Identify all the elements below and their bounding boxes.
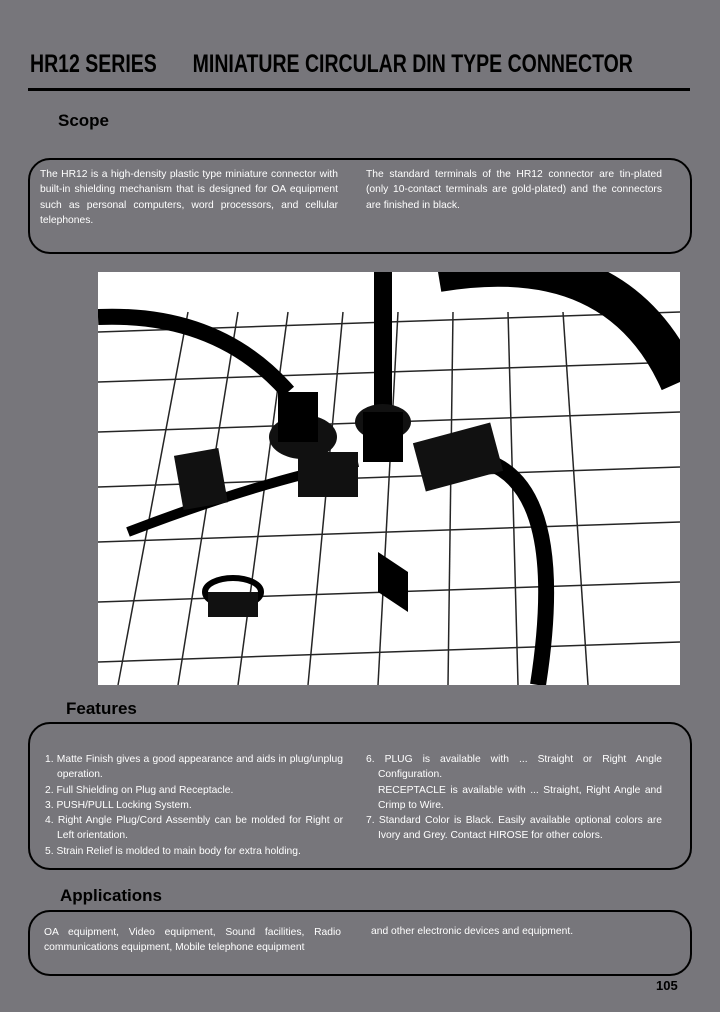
applications-right-text: and other electronic devices and equipment. (371, 926, 574, 937)
applications-left-text: OA equipment, Video equipment, Sound facilities, Radio communications equipment, Mobile telephone equipment (44, 927, 341, 954)
features-heading: Features (66, 699, 137, 718)
feature-item: 7. Standard Color is Black. Easily available optional colors are Ivory and Grey. Contact HIROSE for other colors. (366, 815, 662, 842)
scope-heading: Scope (58, 111, 110, 130)
feature-item: 4. Right Angle Plug/Cord Assembly can be molded for Right or Left orientation. (45, 815, 343, 842)
feature-item: 1. Matte Finish gives a good appearance and aids in plug/unplug operation. (45, 754, 343, 781)
feature-item: RECEPTACLE is available with ... Straight, Right Angle and Crimp to Wire. (378, 784, 662, 811)
scope-left-text: The HR12 is a high-density plastic type miniature connector with built-in shielding mechanism that is designed for OA equipment such as personal computers, word processors, and cellular telephones. (40, 169, 338, 226)
applications-heading: Applications (60, 886, 163, 905)
series-name: HR12 SERIES (30, 50, 157, 78)
page-number: 105 (656, 978, 678, 993)
features-right-list (366, 752, 662, 844)
product-title: MINIATURE CIRCULAR DIN TYPE CONNECTOR (192, 50, 633, 78)
feature-item: 3. PUSH/PULL Locking System. (45, 799, 192, 811)
features-left-list (45, 752, 343, 859)
feature-item: 2. Full Shielding on Plug and Receptacle. (45, 784, 234, 796)
feature-item: 5. Strain Relief is molded to main body for extra holding. (45, 845, 301, 857)
connector-photo (98, 272, 680, 685)
scope-right-text: The standard terminals of the HR12 connector are tin-plated (only 10-contact terminals are gold-plated) and the connectors are finished in black. (366, 169, 662, 211)
feature-item: 6. PLUG is available with ... Straight or Right Angle Configuration. (366, 754, 662, 781)
title-rule (28, 88, 690, 91)
page-title (30, 50, 633, 79)
